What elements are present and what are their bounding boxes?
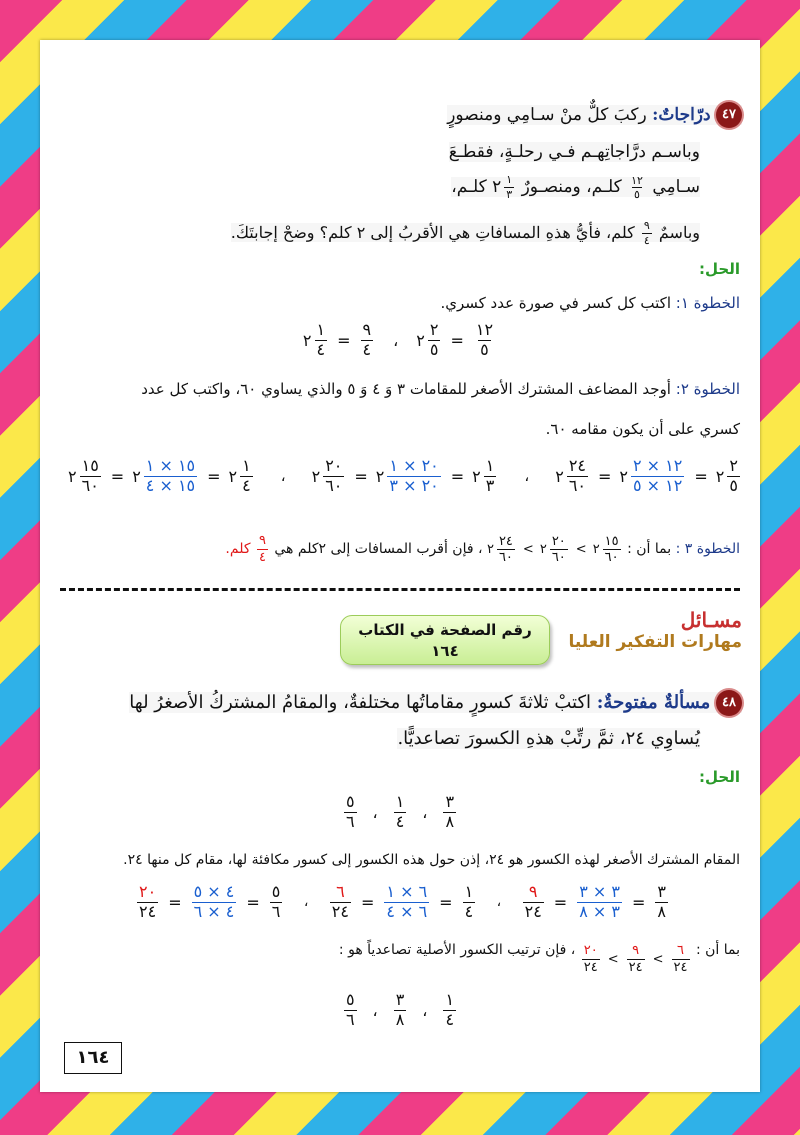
problem-text: كلـم، ومنصـورٌ: [521, 177, 622, 198]
problem-text: يُساوِي ٢٤، ثمَّ رتِّبْ هذهِ الكسورَ تصاعديًّا.: [397, 728, 700, 749]
comparison: $\frac{٢٠}{٢٤}$ < $\frac{٩}{٢٤}$ < $\frac{٦}{٢٤}$: [583, 943, 688, 975]
conversion-group: ٢ $\frac{١٥}{٦٠}$ = ٢ $\frac{١٥ \times ١}{١٥ \times ٤}$ = ٢ $\frac{١}{٤}$: [68, 456, 251, 495]
mixed-number: ٢ $\frac{١}{٣}$: [492, 173, 513, 201]
lcd-text: المقام المشترك الأصغر لهذه الكسور هو ٢٤، إذن حول هذه الكسور إلى كسور مكافئة لها، مقام كل منها ٢٤.: [123, 852, 740, 868]
answer-fraction: $\frac{٩}{٤}$: [258, 533, 266, 565]
conversion-group: ٢ $\frac{٢٤}{٦٠}$ = ٢ $\frac{١٢ \times ٢}{١٢ \times ٥}$ = ٢ $\frac{٢}{٥}$: [555, 456, 738, 495]
page-number: ١٦٤: [64, 1042, 122, 1074]
final-order: $\frac{٥}{٦}$ ، $\frac{٣}{٨}$ ، $\frac{١}{٤}$: [345, 990, 455, 1029]
problem-number-badge: ٤٨: [716, 690, 742, 716]
comparison: ٢ $\frac{٢٤}{٦٠}$ < ٢ $\frac{٢٠}{٦٠}$ < ٢ $\frac{١٥}{٦٠}$: [486, 533, 619, 566]
equation-2: ٢ $\frac{١٥}{٦٠}$ = ٢ $\frac{١٥ \times ١}{١٥ \times ٤}$ = ٢ $\frac{١}{٤}$ ، ٢ $\frac{٢٠}{٦٠}$ = ٢ $\frac{٢٠ \times ١}{٢٠ \times ٣}$ = ٢ $\frac{١}{٣}$ ، ٢ $\frac{٢٤}{٦٠}$ = ٢ $\frac{١٢ \times ٢}{١٢ \times ٥}$ = ٢ $\frac{٢}{٥}$: [68, 458, 742, 495]
problem-title: مسألةٌ مفتوحةٌ:: [596, 692, 711, 713]
step-2: [40, 380, 740, 398]
fractions-48: $\frac{٥}{٦}$ ، $\frac{١}{٤}$ ، $\frac{٣}{٨}$: [345, 792, 455, 831]
section-subtitle: مهارات التفكير العليا: [568, 632, 742, 652]
section-heading: [568, 608, 742, 652]
problem-text: سـامِي: [652, 177, 700, 198]
section-divider: [60, 588, 740, 591]
section-title: مسـائل: [680, 608, 742, 632]
solution-label: الحل:: [699, 768, 740, 786]
problem-47-line-4: [40, 220, 700, 246]
step-3: الخطوة ٣ : بما أن : ٢ $\frac{٢٤}{٦٠}$ < ٢ $\frac{٢٠}{٦٠}$ < ٢ $\frac{١٥}{٦٠}$ ، فإن أقرب المسافات إلى ٢كلم هي $\frac{٩}{٤}$ كلم.: [225, 533, 740, 566]
conversion-group: ٢ $\frac{٢٠}{٦٠}$ = ٢ $\frac{٢٠ \times ١}{٢٠ \times ٣}$ = ٢ $\frac{١}{٣}$: [311, 456, 495, 495]
step-2-continued: كسري على أن يكون مقامه ٦٠.: [545, 420, 740, 438]
solution-label: الحل:: [699, 260, 740, 278]
problem-title: درّاجاتٌ:: [652, 104, 711, 125]
step-1: [40, 294, 740, 312]
problem-48-line-1: [40, 690, 742, 716]
problem-text: ركبَ كلٌّ منْ سـامِي ومنصورٍ: [447, 104, 647, 125]
problem-text: كلم، فأيُّ هذهِ المسافاتِ هي الأقربُ إلى ٢ كلم؟ وضحْ إجابتَكَ.: [230, 222, 635, 242]
conversion-group: $\frac{٢٠}{٢٤}$ = $\frac{٤ \times ٥}{٤ \times ٦}$ = $\frac{٥}{٦}$: [139, 882, 281, 921]
problem-47-line-3: [40, 174, 700, 201]
fraction: $\frac{١٢}{٥}$: [631, 173, 643, 202]
book-page-label: رقم الصفحة في الكتاب: [358, 621, 532, 639]
conversion-group: $\frac{٩}{٢٤}$ = $\frac{٣ \times ٣}{٣ \times ٨}$ = $\frac{٣}{٨}$: [524, 882, 666, 921]
step-label: الخطوة ٣ :: [675, 541, 740, 558]
page-sheet: [40, 40, 760, 1092]
problem-text: اكتبْ ثلاثةَ كسورٍ مقاماتُها مختلفةٌ، والمقامُ المشتركُ الأصغرُ لها: [129, 692, 592, 713]
step-text: أوجد المضاعف المشترك الأصغر للمقامات ٣ وَ ٤ وَ ٥ والذي يساوي ٦٠، واكتب كل عدد: [141, 380, 671, 398]
equation-1: ٢ $\frac{١}{٤}$ = $\frac{٩}{٤}$ ، ٢ $\frac{٢}{٥}$ = $\frac{١٢}{٥}$: [302, 320, 494, 359]
problem-48-line-2: [40, 728, 700, 749]
order-statement: بما أن : $\frac{٢٠}{٢٤}$ < $\frac{٩}{٢٤}$ < $\frac{٦}{٢٤}$ ، فإن ترتيب الكسور الأصلية تصاعدياً هو :: [338, 942, 740, 975]
problem-47-line-2: [40, 142, 700, 162]
equation-3: $\frac{٢٠}{٢٤}$ = $\frac{٤ \times ٥}{٤ \times ٦}$ = $\frac{٥}{٦}$ ، $\frac{٦}{٢٤}$ = $\frac{٦ \times ١}{٦ \times ٤}$ = $\frac{١}{٤}$ ، $\frac{٩}{٢٤}$ = $\frac{٣ \times ٣}{٣ \times ٨}$ = $\frac{٣}{٨}$: [135, 882, 670, 921]
problem-text: كلـم،: [451, 177, 487, 198]
problem-text: وباسـم درَّاجاتِهـم فـي رحلـةٍ، فقطـعَ: [448, 142, 700, 162]
fraction: $\frac{٩}{٤}$: [643, 219, 650, 247]
step-label: الخطوة ١:: [675, 294, 740, 312]
conversion-group: $\frac{٦}{٢٤}$ = $\frac{٦ \times ١}{٦ \times ٤}$ = $\frac{١}{٤}$: [331, 882, 474, 921]
problem-number-badge: ٤٧: [716, 102, 742, 128]
problem-text: وباسمٌ: [658, 222, 700, 242]
step-label: الخطوة ٢:: [675, 380, 740, 398]
book-page-number: ١٦٤: [431, 642, 459, 660]
book-page-reference: [340, 615, 550, 665]
step-text: اكتب كل كسر في صورة عدد كسري.: [440, 294, 671, 312]
problem-47-line-1: [40, 102, 742, 128]
